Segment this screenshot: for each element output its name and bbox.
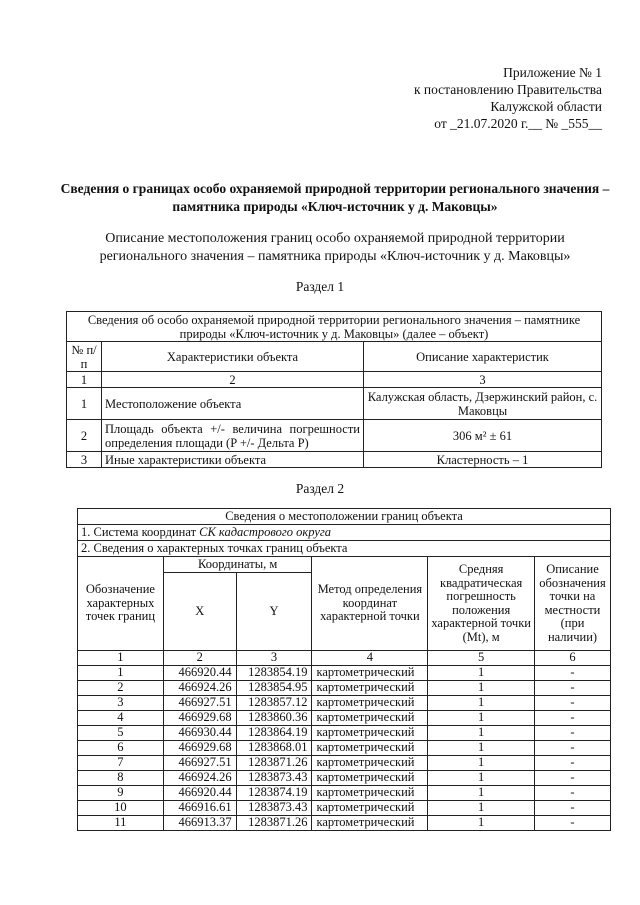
table-row: [78, 801, 611, 816]
coord-y: 1283874.19: [236, 786, 312, 801]
row-characteristic: Иные характеристики объекта: [102, 452, 364, 468]
row-description: Калужская область, Дзержинский район, с. Маковцы: [364, 388, 602, 420]
appendix-block: [414, 64, 602, 132]
header-x: X: [163, 573, 236, 651]
header-point-designation: Обозначение характерных точек границ: [78, 557, 164, 651]
table-row: [78, 816, 611, 831]
method: картометрический: [312, 771, 428, 786]
table-row: [78, 681, 611, 696]
method: картометрический: [312, 681, 428, 696]
table-row: [78, 771, 611, 786]
coord-y: 1283871.26: [236, 756, 312, 771]
table-row: [78, 696, 611, 711]
index-cell: 4: [312, 651, 428, 666]
mean-error: 1: [428, 756, 535, 771]
mean-error: 1: [428, 726, 535, 741]
header-characteristics: Характеристики объекта: [102, 342, 364, 372]
point-description: -: [535, 771, 611, 786]
header-y: Y: [236, 573, 312, 651]
row-number: 3: [67, 452, 102, 468]
points-caption: 2. Сведения о характерных точках границ объекта: [78, 541, 611, 557]
mean-error: 1: [428, 801, 535, 816]
coord-y: 1283873.43: [236, 771, 312, 786]
coord-y: 1283854.19: [236, 666, 312, 681]
row-description: 306 м² ± 61: [364, 420, 602, 452]
method: картометрический: [312, 711, 428, 726]
method: картометрический: [312, 726, 428, 741]
row-number: 1: [67, 388, 102, 420]
point-number: 5: [78, 726, 164, 741]
table-row: [67, 452, 602, 468]
method: картометрический: [312, 786, 428, 801]
document-title: Сведения о границах особо охраняемой природной территории регионального значения – памятника природы «Ключ-источник у д. Маковцы»: [60, 181, 610, 214]
header-coordinates: Координаты, м: [163, 557, 312, 573]
point-number: 11: [78, 816, 164, 831]
boundary-points-table: [77, 508, 611, 831]
table-row: [67, 420, 602, 452]
coord-x: 466920.44: [163, 786, 236, 801]
table-row: [78, 711, 611, 726]
points-body: [78, 666, 611, 831]
mean-error: 1: [428, 696, 535, 711]
point-number: 7: [78, 756, 164, 771]
coord-x: 466913.37: [163, 816, 236, 831]
point-number: 6: [78, 741, 164, 756]
point-description: -: [535, 741, 611, 756]
document-subtitle: Описание местоположения границ особо охраняемой природной территории регионального значения – памятника природы «Ключ-источник у д. Маковцы»: [99, 231, 571, 264]
point-description: -: [535, 756, 611, 771]
mean-error: 1: [428, 681, 535, 696]
section-2-label: Раздел 2: [295, 481, 345, 496]
method: картометрический: [312, 666, 428, 681]
point-number: 3: [78, 696, 164, 711]
coordinate-system-row: [78, 525, 611, 541]
mean-error: 1: [428, 786, 535, 801]
coord-x: 466930.44: [163, 726, 236, 741]
point-description: -: [535, 786, 611, 801]
coord-y: 1283871.26: [236, 816, 312, 831]
index-cell: 6: [535, 651, 611, 666]
appendix-line-4: от _21.07.2020 г.__ № _555__: [434, 116, 602, 131]
method: картометрический: [312, 801, 428, 816]
point-number: 8: [78, 771, 164, 786]
header-method: Метод определения координат характерной точки: [312, 557, 428, 651]
mean-error: 1: [428, 816, 535, 831]
point-number: 1: [78, 666, 164, 681]
header-description: Описание характеристик: [364, 342, 602, 372]
object-table-title: Сведения об особо охраняемой природной территории регионального значения – памятнике природы «Ключ-источник у д. Маковцы» (далее – объект): [67, 312, 602, 342]
coord-y: 1283868.01: [236, 741, 312, 756]
coord-y: 1283857.12: [236, 696, 312, 711]
appendix-line-1: Приложение № 1: [503, 65, 602, 80]
row-description: Кластерность – 1: [364, 452, 602, 468]
point-description: -: [535, 696, 611, 711]
index-cell: 1: [67, 372, 102, 388]
point-number: 2: [78, 681, 164, 696]
appendix-line-2: к постановлению Правительства: [413, 82, 602, 97]
coord-x: 466929.68: [163, 741, 236, 756]
table-row: [78, 786, 611, 801]
method: картометрический: [312, 816, 428, 831]
points-table-title: Сведения о местоположении границ объекта: [78, 509, 611, 525]
mean-error: 1: [428, 741, 535, 756]
coord-x: 466924.26: [163, 681, 236, 696]
index-cell: 2: [163, 651, 236, 666]
coordinate-system-name: СК кадастрового округа: [199, 524, 331, 539]
index-cell: 5: [428, 651, 535, 666]
header-point-description: Описание обозначения точки на местности (при наличии): [535, 557, 611, 651]
table-row: [67, 388, 602, 420]
coord-x: 466927.51: [163, 696, 236, 711]
coord-x: 466916.61: [163, 801, 236, 816]
table-row: [78, 726, 611, 741]
mean-error: 1: [428, 771, 535, 786]
point-number: 9: [78, 786, 164, 801]
index-cell: 2: [102, 372, 364, 388]
point-description: -: [535, 666, 611, 681]
appendix-line-3: Калужской области: [490, 99, 602, 114]
method: картометрический: [312, 756, 428, 771]
row-characteristic: Площадь объекта +/- величина погрешности определения площади (P +/- Дельта P): [102, 420, 364, 452]
coord-y: 1283854.95: [236, 681, 312, 696]
coord-x: 466929.68: [163, 711, 236, 726]
coordinate-system-prefix: 1. Система координат: [81, 524, 200, 539]
mean-error: 1: [428, 711, 535, 726]
index-cell: 3: [364, 372, 602, 388]
object-info-table: [66, 311, 602, 468]
point-number: 10: [78, 801, 164, 816]
coord-y: 1283860.36: [236, 711, 312, 726]
coord-x: 466927.51: [163, 756, 236, 771]
row-number: 2: [67, 420, 102, 452]
point-number: 4: [78, 711, 164, 726]
table-row: [78, 741, 611, 756]
coord-y: 1283864.19: [236, 726, 312, 741]
header-mean-error: Средняя квадратическая погрешность положения характерной точки (Mt), м: [428, 557, 535, 651]
method: картометрический: [312, 696, 428, 711]
method: картометрический: [312, 741, 428, 756]
mean-error: 1: [428, 666, 535, 681]
point-description: -: [535, 726, 611, 741]
section-1-label: Раздел 1: [295, 279, 345, 294]
table-row: [78, 666, 611, 681]
index-cell: 1: [78, 651, 164, 666]
point-description: -: [535, 711, 611, 726]
row-characteristic: Местоположение объекта: [102, 388, 364, 420]
coord-y: 1283873.43: [236, 801, 312, 816]
coord-x: 466920.44: [163, 666, 236, 681]
coord-x: 466924.26: [163, 771, 236, 786]
header-number: № п/п: [67, 342, 102, 372]
table-row: [78, 756, 611, 771]
point-description: -: [535, 681, 611, 696]
point-description: -: [535, 801, 611, 816]
index-cell: 3: [236, 651, 312, 666]
point-description: -: [535, 816, 611, 831]
